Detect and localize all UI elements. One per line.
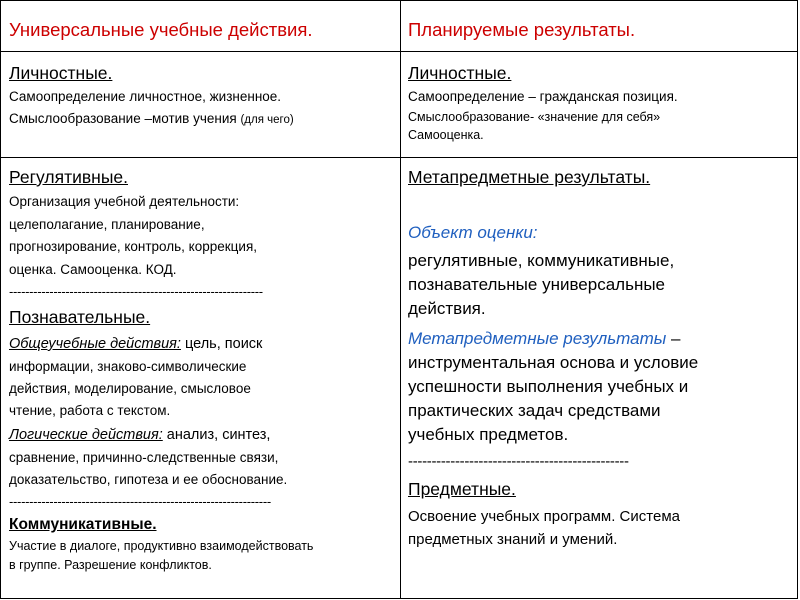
logical-actions-first: анализ, синтез, bbox=[162, 427, 271, 443]
meta-definition-line: инструментальная основа и условие bbox=[408, 353, 699, 372]
general-actions-line: чтение, работа с текстом. bbox=[9, 403, 171, 418]
meta-definition-term: Метапредметные результаты bbox=[408, 329, 667, 348]
header-divider bbox=[1, 51, 797, 52]
personal-uud-line2-note: (для чего) bbox=[240, 114, 294, 126]
meta-definition-line: практических задач средствами bbox=[408, 401, 661, 420]
personal-uud-line2 bbox=[9, 108, 397, 131]
meta-results-title: Метапредметные результаты. bbox=[408, 167, 651, 187]
separator-dashes: --------------------------------------------------------------- bbox=[9, 284, 263, 299]
column-divider bbox=[400, 1, 401, 598]
separator-dashes: ----------------------------------------------------------------- bbox=[9, 494, 271, 509]
assessment-object-line: действия. bbox=[408, 299, 486, 318]
personal-uud-title: Личностные. bbox=[9, 63, 113, 83]
regulatory-line: Организация учебной деятельности: bbox=[9, 194, 240, 209]
header-left: Универсальные учебные действия. bbox=[9, 19, 313, 40]
header-right: Планируемые результаты. bbox=[408, 19, 636, 40]
general-actions-line: информации, знаково-символические bbox=[9, 359, 247, 374]
regulatory-line: целеполагание, планирование, bbox=[9, 216, 205, 232]
communicative-line: в группе. Разрешение конфликтов. bbox=[9, 558, 212, 572]
general-actions-label: Общеучебные действия: bbox=[9, 336, 181, 352]
assessment-object-label: Объект оценки: bbox=[408, 223, 538, 242]
personal-uud-cell bbox=[9, 63, 397, 131]
logical-actions-text bbox=[9, 424, 397, 491]
logical-actions-line: сравнение, причинно-следственные связи, bbox=[9, 450, 279, 465]
communicative-title: Коммуникативные. bbox=[9, 516, 157, 533]
subject-results-title: Предметные. bbox=[408, 479, 516, 499]
regulatory-line: оценка. Самооценка. КОД. bbox=[9, 261, 177, 277]
general-actions-line: действия, моделирование, смысловое bbox=[9, 381, 251, 396]
uud-detail-cell bbox=[9, 167, 397, 575]
regulatory-text bbox=[9, 191, 397, 281]
meta-definition-dash: – bbox=[666, 329, 681, 348]
separator-dashes: ----------------------------------------------- bbox=[408, 453, 629, 470]
communicative-text bbox=[9, 537, 397, 575]
assessment-object-line: познавательные универсальные bbox=[408, 275, 666, 294]
personal-results-line2: Смыслообразование- «значение для себя» bbox=[408, 110, 661, 124]
meta-definition-line: успешности выполнения учебных и bbox=[408, 377, 689, 396]
personal-results-line1: Самоопределение – гражданская позиция. bbox=[408, 89, 678, 104]
personal-uud-line2-main: Смыслообразование –мотив учения bbox=[9, 111, 241, 126]
logical-actions-label: Логические действия: bbox=[9, 427, 163, 443]
results-detail-cell bbox=[408, 167, 796, 551]
subject-results-line: предметных знаний и умений. bbox=[408, 531, 618, 548]
personal-uud-line1: Самоопределение личностное, жизненное. bbox=[9, 89, 282, 104]
general-actions-first-line bbox=[9, 333, 397, 356]
assessment-object-line: регулятивные, коммуникативные, bbox=[408, 251, 675, 270]
logical-actions-first-line bbox=[9, 424, 397, 447]
logical-actions-line: доказательство, гипотеза и ее обоснование. bbox=[9, 472, 288, 487]
communicative-line: Участие в диалоге, продуктивно взаимодействовать bbox=[9, 539, 314, 553]
general-actions-text bbox=[9, 333, 397, 422]
subject-results-text bbox=[408, 505, 796, 551]
subject-results-line: Освоение учебных программ. Система bbox=[408, 508, 680, 525]
meta-definition-line: учебных предметов. bbox=[408, 425, 569, 444]
cognitive-title: Познавательные. bbox=[9, 307, 151, 327]
meta-definition-first-line bbox=[408, 327, 796, 351]
assessment-object-text bbox=[408, 249, 796, 321]
meta-definition-text bbox=[408, 327, 796, 447]
row-divider bbox=[1, 157, 797, 158]
personal-results-cell bbox=[408, 63, 796, 144]
regulatory-line: прогнозирование, контроль, коррекция, bbox=[9, 239, 258, 254]
personal-results-line3: Самооценка. bbox=[408, 128, 484, 142]
regulatory-title: Регулятивные. bbox=[9, 167, 128, 187]
personal-results-title: Личностные. bbox=[408, 63, 512, 83]
general-actions-first: цель, поиск bbox=[180, 336, 263, 352]
